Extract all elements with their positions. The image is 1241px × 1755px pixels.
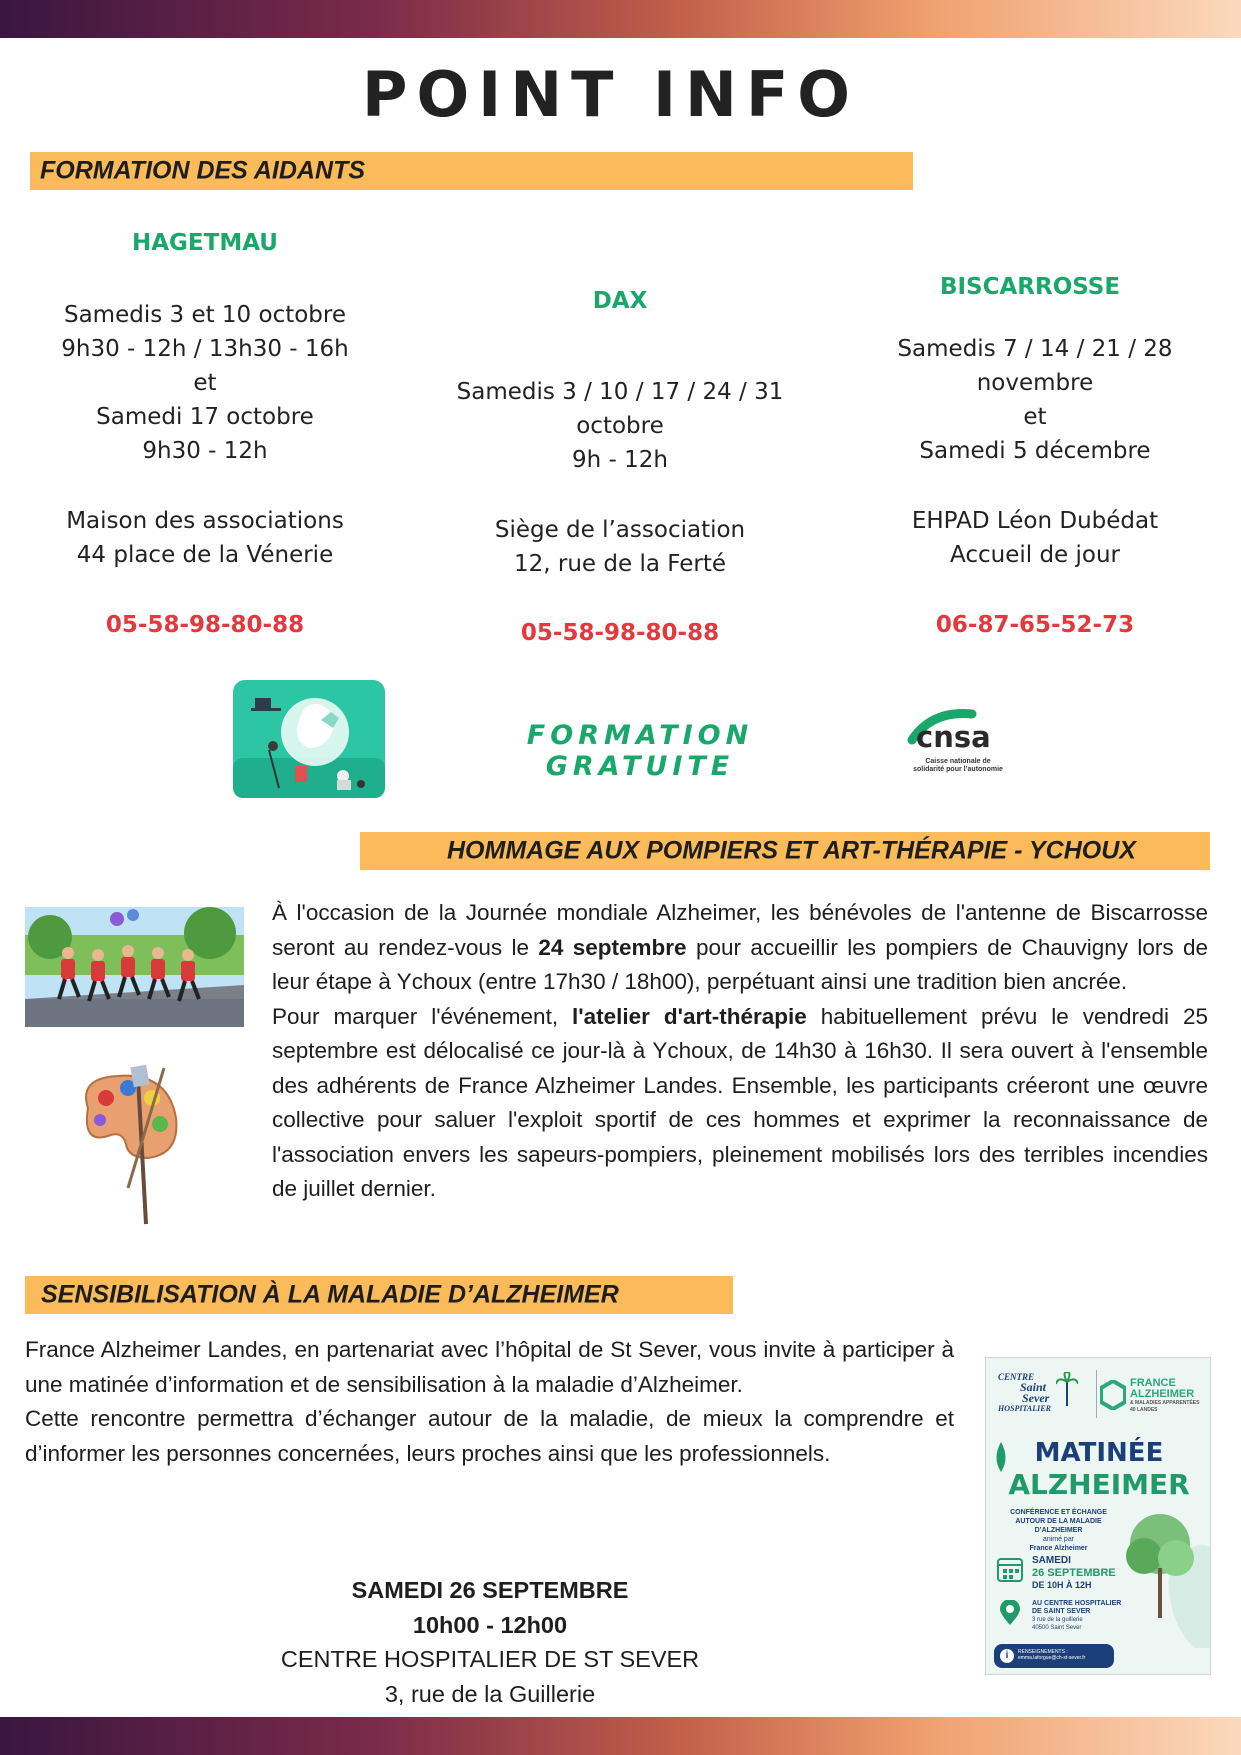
france-alzheimer-logo: FRANCE ALZHEIMER & MALADIES APPARENTÉES 40 LANDES [1130,1377,1200,1413]
hospital-logo: CENTRE Saint Sever HOSPITALIER [998,1372,1051,1413]
city-name: BISCARROSSE [939,274,1121,300]
schedule-line: et [193,370,217,396]
calendar-icon [996,1555,1024,1583]
schedule-line: 9h30 - 12h / 13h30 - 16h [61,336,349,362]
address-line: 12, rue de la Ferté [514,551,726,577]
poster-date: SAMEDI 26 SEPTEMBRE DE 10H À 12H [1032,1555,1116,1590]
phone-number: 05-58-98-80-88 [105,612,305,638]
city-name: DAX [592,288,648,314]
poster-location: AU CENTRE HOSPITALIER DE SAINT SEVER 3 rue de la guillerie 40500 Saint Sever [1032,1600,1122,1631]
schedule-line: novembre [976,370,1094,396]
section-hommage-label: HOMMAGE AUX POMPIERS ET ART-THÉRAPIE - YCHOUX [447,836,1136,865]
event-date: SAMEDI 26 SEPTEMBRE [351,1577,629,1603]
poster-info-bar [994,1644,1114,1668]
event-place: CENTRE HOSPITALIER DE ST SEVER [280,1646,700,1672]
schedule-line: et [1023,404,1047,430]
art-palette-illustration [68,1058,188,1228]
page-title: POINT INFO [362,58,859,131]
location-pin-icon [1000,1600,1020,1626]
address-line: Accueil de jour [950,542,1120,568]
poster-subtitle: CONFÉRENCE ET ÉCHANGE AUTOUR DE LA MALADIE D’ALZHEIMER animé par France Alzheimer [1010,1509,1107,1552]
schedule-line: Samedis 7 / 14 / 21 / 28 [897,336,1173,362]
logo-divider [1096,1370,1097,1418]
schedule-line: Samedis 3 et 10 octobre [63,302,347,328]
sensibilisation-paragraph-1: France Alzheimer Landes, en partenariat avec l’hôpital de St Sever, vous invite à participer à une matinée d’information et de sensibilisation à la maladie d’Alzheimer. [25,1337,954,1397]
section-sensibilisation-heading [25,1276,733,1314]
address-line: 44 place de la Vénerie [76,542,334,568]
schedule-line: Samedis 3 / 10 / 17 / 24 / 31 [456,379,784,405]
phone-number: 05-58-98-80-88 [520,620,720,646]
matinee-alzheimer-poster [985,1357,1211,1675]
schedule-line: 9h - 12h [572,447,668,473]
formation-free-label: FORMATION GRATUITE [526,720,754,782]
schedule-line: octobre [576,413,664,439]
address-line: Siège de l’association [494,517,746,543]
hexagon-logo-icon [1100,1380,1126,1410]
poster-title-line-1: MATINÉE [1034,1438,1164,1468]
phone-number: 06-87-65-52-73 [935,612,1135,638]
palm-tree-icon [1056,1372,1078,1406]
info-icon: i [1000,1649,1014,1663]
section-hommage-heading [360,832,1210,870]
address-line: EHPAD Léon Dubédat [911,508,1159,534]
top-decorative-bar [0,0,1241,38]
sensibilisation-event-details [240,1573,740,1711]
formation-illustration [233,680,385,798]
schedule-line: Samedi 17 octobre [96,404,314,430]
poster-title-line-2: ALZHEIMER [1008,1468,1190,1501]
cnsa-logo-name: cnsa [916,720,991,754]
section-formation-label: FORMATION DES AIDANTS [40,156,365,185]
city-name: HAGETMAU [132,230,278,256]
sensibilisation-text [25,1333,954,1471]
section-sensibilisation-label: SENSIBILISATION À LA MALADIE D’ALZHEIMER [41,1280,619,1309]
sensibilisation-paragraph-2: Cette rencontre permettra d’échanger autour de la maladie, de mieux la comprendre et d’informer les personnes concernées, leurs proches ainsi que les professionnels. [25,1406,954,1466]
schedule-line: 9h30 - 12h [142,438,268,464]
event-address: 3, rue de la Guillerie [384,1680,596,1707]
poster-info-text: RENSEIGNEMENTS : emma.laforgue@ch-st-sever.fr [1018,1649,1086,1661]
cnsa-logo [902,706,1012,776]
schedule-line: Samedi 5 décembre [919,438,1151,464]
address-line: Maison des associations [66,508,344,534]
event-time: 10h00 - 12h00 [412,1611,568,1638]
bottom-decorative-bar [0,1717,1241,1755]
hommage-paragraph-1: À l'occasion de la Journée mondiale Alzheimer, les bénévoles de l'antenne de Biscarrosse seront au rendez-vous le 24 septembre pour accueillir les pompiers de Chauvigny lors de leur étape à Ychoux (entre 17h30 / 18h00), perpétuant ainsi une tradition bien ancrée. [272,900,1209,994]
hommage-text [272,896,1208,1207]
firefighters-running-illustration [25,907,244,1027]
hommage-paragraph-2: Pour marquer l'événement, l'atelier d'art-thérapie habituellement prévu le vendredi 25 septembre est délocalisé ce jour-là à Ychoux, de 14h30 à 16h30. Il sera ouvert à l'ensemble des adhérents de France Alzheimer Landes. Ensemble, les participants créeront une œuvre collective pour saluer l'exploit sportif de ces hommes et exprimer la reconnaissance de l'association envers les sapeurs-pompiers, pleinement mobilisés lors des terribles incendies de juillet dernier. [272,1003,1208,1201]
section-formation-heading [30,152,913,190]
cnsa-logo-tagline: Caisse nationale de solidarité pour l’autonomie [913,758,1003,773]
